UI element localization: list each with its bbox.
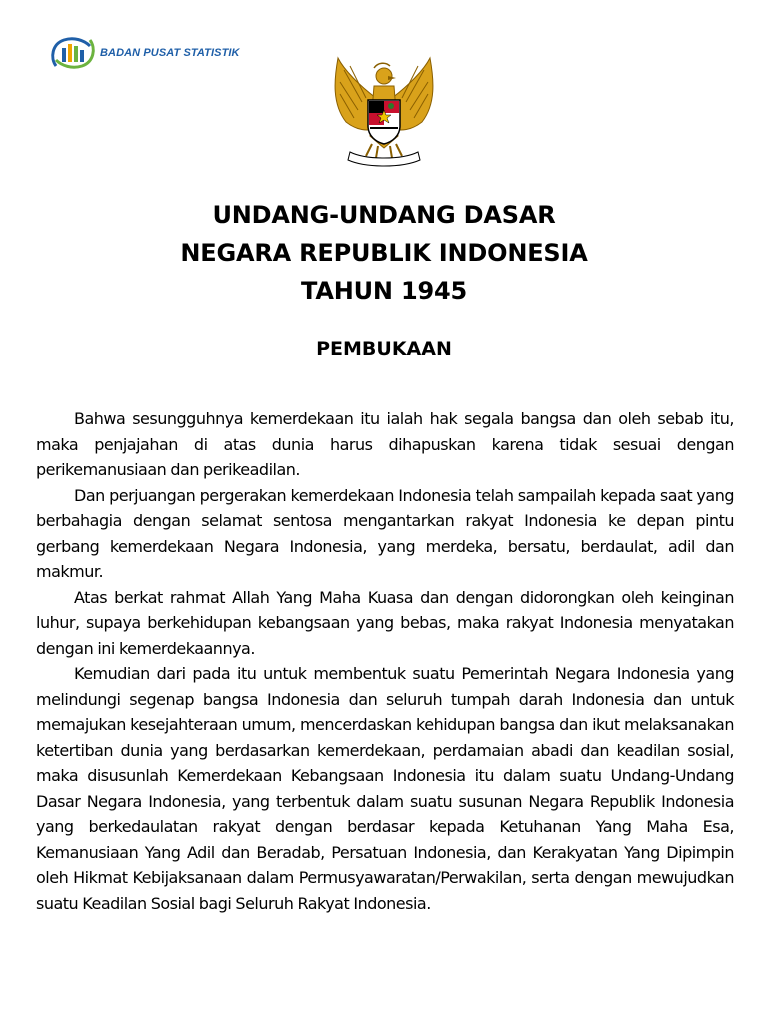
section-heading: PEMBUKAAN — [316, 338, 452, 360]
paragraph-3: Atas berkat rahmat Allah Yang Maha Kuasa dan dengan didorongkan oleh keinginan luhur, supaya berkehidupan kebangsaan yang bebas, maka rakyat Indonesia menyatakan dengan ini kemerdekaannya. — [36, 587, 734, 658]
document-title — [0, 196, 768, 310]
bps-logo — [50, 36, 240, 70]
bps-logo-icon — [50, 36, 96, 70]
paragraph-1: Bahwa sesungguhnya kemerdekaan itu ialah hak segala bangsa dan oleh sebab itu, maka penjajahan di atas dunia harus dihapuskan karena tidak sesuai dengan perikemanusiaan dan perikeadilan. — [36, 409, 734, 479]
title-line-3: TAHUN 1945 — [301, 277, 467, 305]
document-body — [36, 406, 734, 916]
agency-name: BADAN PUSAT STATISTIK — [100, 47, 240, 59]
title-line-1: UNDANG-UNDANG DASAR — [212, 201, 556, 229]
title-line-2: NEGARA REPUBLIK INDONESIA — [180, 239, 588, 267]
garuda-pancasila-emblem-icon — [322, 56, 446, 168]
paragraph-4: Kemudian dari pada itu untuk membentuk suatu Pemerintah Negara Indonesia yang melindungi segenap bangsa Indonesia dan seluruh tumpah darah Indonesia dan untuk memajukan kesejahteraan umum, mencerdaskan kehidupan bangsa dan ikut melaksanakan ketertiban dunia yang berdasarkan kemerdekaan, perdamaian abadi dan keadilan sosial, maka disusunlah Kemerdekaan Kebangsaan Indonesia itu dalam suatu Undang-Undang Dasar Negara Indonesia, yang terbentuk dalam suatu susunan Negara Republik Indonesia yang berkedaulatan rakyat dengan berdasar kepada Ketuhanan Yang Maha Esa, Kemanusiaan Yang Adil dan Beradab, Persatuan Indonesia, dan Kerakyatan Yang Dipimpin oleh Hikmat Kebijaksanaan dalam Permusyawaratan/Perwakilan, serta dengan mewujudkan suatu Keadilan Sosial bagi Seluruh Rakyat Indonesia. — [36, 664, 734, 913]
paragraph-2: Dan perjuangan pergerakan kemerdekaan Indonesia telah sampailah kepada saat yang berbahagia dengan selamat sentosa mengantarkan rakyat Indonesia ke depan pintu gerbang kemerdekaan Negara Indonesia, yang merdeka, bersatu, berdaulat, adil dan makmur. — [36, 485, 734, 581]
